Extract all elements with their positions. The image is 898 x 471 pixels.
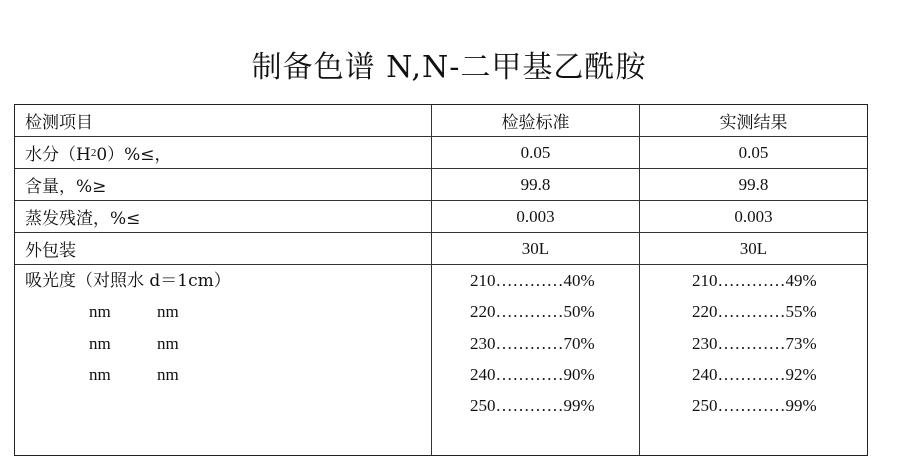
row-item-absorbance	[15, 265, 431, 455]
row-result-absorbance	[639, 265, 867, 455]
unit-right: nm	[157, 302, 179, 322]
spec-table	[14, 104, 868, 456]
absorbance-result-line: 240…………92%	[692, 364, 817, 384]
absorbance-standard-list	[470, 271, 639, 427]
absorbance-standard-line: 220…………50%	[470, 302, 595, 322]
unit-right: nm	[157, 364, 179, 384]
water-label-sub: 2	[90, 146, 97, 159]
unit-row	[25, 334, 231, 365]
row-result-residue: 0.003	[639, 201, 867, 232]
row-standard-water: 0.05	[431, 137, 639, 168]
row-result-water: 0.05	[639, 137, 867, 168]
absorbance-result-line: 210…………49%	[692, 271, 817, 290]
unit-left: nm	[89, 302, 111, 322]
header-item: 检测项目	[25, 113, 93, 133]
table-row-absorbance	[15, 265, 867, 455]
absorbance-standard-line: 230…………70%	[470, 333, 595, 353]
absorbance-label-stack	[25, 271, 231, 396]
table-row-package	[15, 233, 867, 265]
water-label-pre: 水分（H	[25, 145, 91, 165]
absorbance-result-list	[692, 271, 867, 427]
absorbance-result-line: 230…………73%	[692, 333, 817, 353]
unit-left: nm	[89, 364, 111, 384]
absorbance-standard-line: 240…………90%	[470, 364, 595, 384]
absorbance-result-line: 220…………55%	[692, 302, 817, 322]
absorbance-result-line: 250…………99%	[692, 396, 817, 416]
unit-row	[25, 302, 231, 333]
row-standard-residue: 0.003	[431, 201, 639, 232]
water-label-post: 0）%≤，	[96, 145, 172, 165]
row-item-water	[15, 137, 431, 168]
row-standard-absorbance	[431, 265, 639, 455]
document-title: 制备色谱 N,N-二甲基乙酰胺	[251, 50, 647, 85]
table-row-residue	[15, 201, 867, 233]
row-standard-package: 30L	[431, 233, 639, 264]
row-item-residue: 蒸发残渣，%≤	[25, 209, 141, 229]
absorbance-standard-line: 210…………40%	[470, 271, 595, 290]
row-result-package: 30L	[639, 233, 867, 264]
unit-left: nm	[89, 333, 111, 353]
header-result: 实测结果	[639, 105, 867, 136]
row-standard-content: 99.8	[431, 169, 639, 200]
unit-row	[25, 365, 231, 396]
table-row-water	[15, 137, 867, 169]
table-row-content	[15, 169, 867, 201]
absorbance-label: 吸光度（对照水 d＝1cm）	[25, 271, 231, 291]
row-item-content: 含量，%≥	[25, 177, 107, 197]
absorbance-standard-line: 250…………99%	[470, 396, 595, 416]
row-result-content: 99.8	[639, 169, 867, 200]
unit-right: nm	[157, 333, 179, 353]
table-header-row	[15, 105, 867, 137]
header-standard: 检验标准	[431, 105, 639, 136]
row-item-package: 外包装	[25, 241, 76, 261]
